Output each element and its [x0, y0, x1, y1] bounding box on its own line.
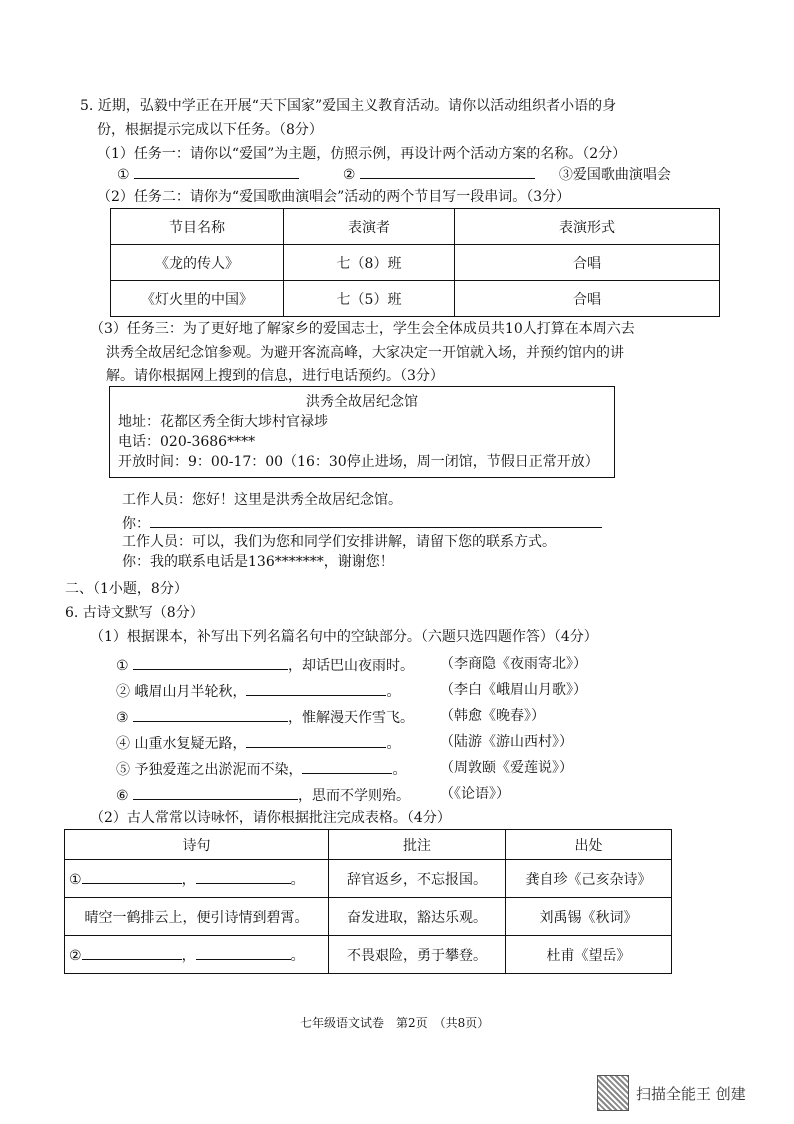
q5-task3-line2: 洪秀全故居纪念馆参观。为避开客流高峰，大家决定一开馆就入场，并预约馆内的讲	[106, 345, 624, 361]
poem-row	[65, 860, 672, 898]
recite-item-number: ⑤	[116, 762, 130, 778]
museum-address: 地址：花都区秀全街大埗村官禄埗	[118, 414, 328, 430]
recite-item	[116, 707, 414, 727]
poem-source: 刘禹锡《秋词》	[506, 898, 672, 936]
q5-line2: 份，根据提示完成以下任务。（8分）	[97, 122, 323, 138]
q6-part2: （2）古人常常以诗咏怀，请你根据批注完成表格。（4分）	[90, 810, 451, 826]
recite-item-number: ③	[116, 710, 129, 726]
poem-number: ①	[69, 871, 82, 888]
recite-item-number: ②	[116, 684, 130, 700]
poem-row	[65, 898, 672, 936]
task1-blank-2[interactable]	[360, 164, 535, 179]
recite-item-punct: 。	[386, 684, 401, 700]
q5-line1: 5. 近期，弘毅中学正在开展“天下国家”爱国主义教育活动。请你以活动组织者小语的身	[80, 98, 617, 114]
recite-source: （周敦颐《爱莲说》）	[440, 760, 573, 776]
poem-note: 不畏艰险，勇于攀登。	[329, 936, 506, 974]
recite-item	[116, 759, 406, 779]
q6-part1: （1）根据课本，补写出下列名篇名句中的空缺部分。（六题只选四题作答）（4分）	[90, 629, 598, 645]
poem-source: 杜甫《望岳》	[506, 936, 672, 974]
poem-cell: ① ， 。	[65, 860, 329, 898]
dialog-staff-greeting: 工作人员：您好！这里是洪秀全故居纪念馆。	[122, 492, 402, 508]
recite-item-number: ①	[116, 658, 129, 674]
scanner-logo-icon	[597, 1075, 629, 1111]
recite-source: （李白《峨眉山月歌》）	[440, 682, 587, 698]
museum-phone: 电话：020-3686****	[118, 434, 256, 450]
poem-text: 晴空一鹤排云上，便引诗情到碧霄。	[65, 898, 329, 936]
recite-item-text: 山重水复疑无路，	[134, 736, 247, 752]
recite-blank[interactable]	[133, 707, 288, 722]
scanner-watermark: 扫描全能王 创建	[636, 1085, 746, 1103]
poem-header-note: 批注	[329, 830, 506, 860]
task1-marker-1: ①	[117, 167, 130, 183]
recite-item-text: ，却话巴山夜雨时。	[288, 658, 415, 674]
poem-note: 辞官返乡，不忘报国。	[329, 860, 506, 898]
recite-item-number: ④	[116, 736, 130, 752]
poem-blank[interactable]	[82, 945, 182, 960]
q5-task3-line3: 解。请你根据网上搜到的信息，进行电话预约。（3分）	[106, 368, 444, 384]
poem-note: 奋发进取，豁达乐观。	[329, 898, 506, 936]
program-row	[111, 281, 720, 317]
recite-blank[interactable]	[246, 733, 386, 748]
poem-number: ②	[69, 947, 82, 964]
recite-item	[116, 733, 400, 753]
dialog-you-phone: 你：我的联系电话是136*******，谢谢您！	[122, 554, 394, 570]
recite-item-number: ⑥	[116, 788, 129, 804]
museum-hours: 开放时间：9：00-17：00（16：30停止进场，周一闭馆，节假日正常开放）	[118, 454, 599, 470]
program-form: 合唱	[455, 245, 720, 281]
program-name: 《灯火里的中国》	[111, 281, 284, 317]
task1-example: ③爱国歌曲演唱会	[558, 167, 671, 183]
program-table	[110, 208, 720, 317]
poem-blank[interactable]	[196, 869, 291, 884]
task1-marker-2: ②	[342, 167, 356, 183]
program-name: 《龙的传人》	[111, 245, 284, 281]
program-performer: 七（5）班	[284, 281, 455, 317]
poem-header-source: 出处	[506, 830, 672, 860]
program-header-performer: 表演者	[284, 209, 455, 245]
q5-task1: （1）任务一：请你以“爱国”为主题，仿照示例，再设计两个活动方案的名称。（2分）	[97, 146, 627, 162]
recite-blank[interactable]	[133, 785, 298, 800]
poem-cell: ② ， 。	[65, 936, 329, 974]
dialog-you-label: 你：	[122, 516, 150, 532]
recite-source: （《论语》）	[440, 786, 510, 802]
poem-row	[65, 936, 672, 974]
dialog-you-blank[interactable]	[150, 513, 602, 528]
section2-heading: 二、（1小题，8分）	[65, 581, 188, 597]
task1-answer-row	[117, 164, 671, 184]
program-performer: 七（8）班	[284, 245, 455, 281]
recite-source: （韩愈《晚春》）	[440, 708, 545, 724]
recite-item-text: 予独爱莲之出淤泥而不染，	[134, 762, 303, 778]
recite-source: （陆游《游山西村》）	[440, 734, 573, 750]
recite-item	[116, 655, 414, 675]
program-header-name: 节目名称	[111, 209, 284, 245]
recite-source: （李商隐《夜雨寄北》）	[440, 656, 587, 672]
recite-item-punct: 。	[386, 736, 401, 752]
recite-item-text: ，惟解漫天作雪飞。	[288, 710, 415, 726]
recite-item-punct: 。	[392, 762, 407, 778]
recite-item-text: ，思而不学则殆。	[298, 788, 411, 804]
recite-blank[interactable]	[246, 681, 386, 696]
program-row	[111, 245, 720, 281]
poem-source: 龚自珍《己亥杂诗》	[506, 860, 672, 898]
recite-item	[116, 681, 400, 701]
recite-blank[interactable]	[302, 759, 392, 774]
dialog-staff-reply: 工作人员：可以，我们为您和同学们安排讲解，请留下您的联系方式。	[122, 534, 556, 550]
program-header-form: 表演形式	[455, 209, 720, 245]
poem-table	[64, 829, 672, 974]
recite-item-text: 峨眉山月半轮秋，	[134, 684, 247, 700]
recite-blank[interactable]	[133, 655, 288, 670]
recite-item	[116, 785, 410, 805]
museum-info-box	[109, 386, 615, 478]
task1-blank-1[interactable]	[134, 164, 299, 179]
q5-task3-line1: （3）任务三：为了更好地了解家乡的爱国志士，学生会全体成员共10人打算在本周六去	[90, 321, 635, 337]
museum-title: 洪秀全故居纪念馆	[306, 394, 418, 410]
poem-blank[interactable]	[82, 869, 182, 884]
dialog-you-row	[122, 513, 602, 533]
page-footer: 七年级语文试卷 第2页 （共8页）	[300, 1016, 490, 1030]
poem-header-line: 诗句	[65, 830, 329, 860]
q5-task2: （2）任务二：请你为“爱国歌曲演唱会”活动的两个节目写一段串词。（3分）	[97, 189, 571, 205]
q6-title: 6. 古诗文默写（8分）	[65, 605, 204, 621]
poem-blank[interactable]	[196, 945, 291, 960]
program-form: 合唱	[455, 281, 720, 317]
